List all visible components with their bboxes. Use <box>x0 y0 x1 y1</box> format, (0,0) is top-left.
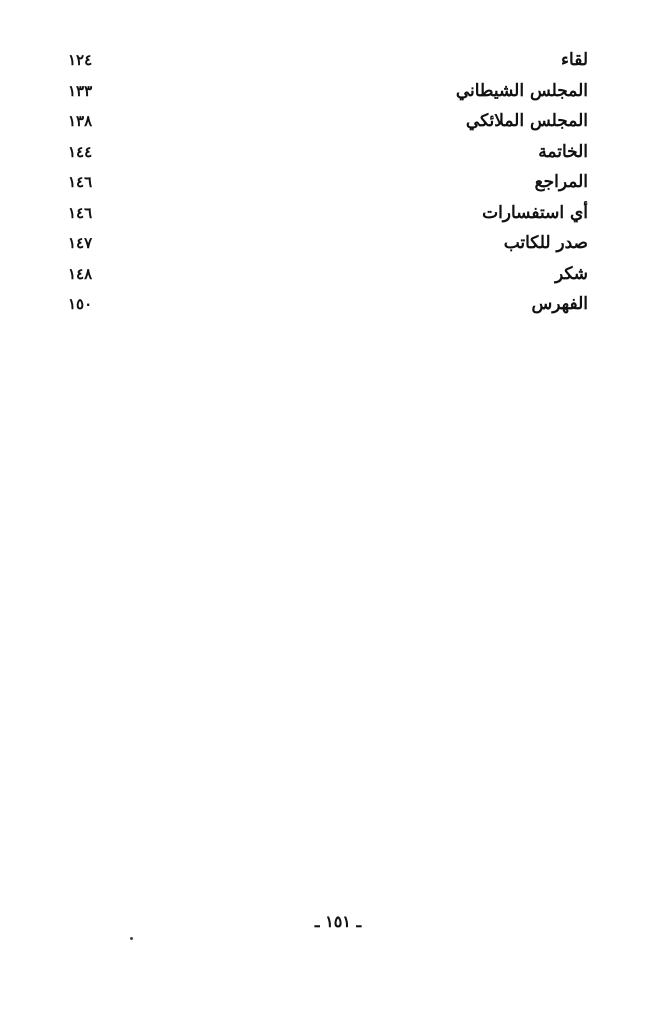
toc-entry-page: ١٤٧ <box>68 234 93 252</box>
toc-entry <box>68 233 588 264</box>
toc-entry <box>68 172 588 203</box>
toc-entry-page: ١٤٤ <box>68 142 93 161</box>
toc-entry-title: شكر <box>554 263 588 284</box>
toc-entry-page: ١٣٣ <box>68 81 93 100</box>
page-number: ـ ١٥١ ـ <box>314 912 362 931</box>
toc-entry <box>68 142 588 173</box>
toc-entry-page: ١٤٦ <box>68 203 93 222</box>
toc-entry-title: الفهرس <box>531 294 588 314</box>
toc-entry-title: صدر للكاتب <box>503 233 588 253</box>
toc-entry <box>68 264 588 295</box>
toc-entry <box>68 81 588 112</box>
toc-entry-page: ١٤٨ <box>68 264 93 283</box>
toc-entry-title: المجلس الملائكي <box>465 111 588 131</box>
toc-entry-title: المجلس الشيطاني <box>455 80 588 101</box>
page-footer <box>0 912 664 931</box>
toc-entry-title: أي استفسارات <box>482 202 588 223</box>
toc-entry <box>68 50 588 81</box>
scan-speck <box>130 937 133 940</box>
toc-entry <box>68 203 588 234</box>
toc-entry-page: ١٥٠ <box>68 295 93 313</box>
toc-entry-title: لقاء <box>561 50 588 70</box>
toc-entry <box>68 111 588 142</box>
toc-entry-page: ١٢٤ <box>68 51 93 69</box>
toc-entry-title: الخاتمة <box>538 141 588 162</box>
toc-entry <box>68 294 588 325</box>
table-of-contents <box>68 50 588 325</box>
toc-entry-page: ١٣٨ <box>68 112 93 130</box>
toc-entry-page: ١٤٦ <box>68 173 93 191</box>
toc-entry-title: المراجع <box>534 172 588 192</box>
